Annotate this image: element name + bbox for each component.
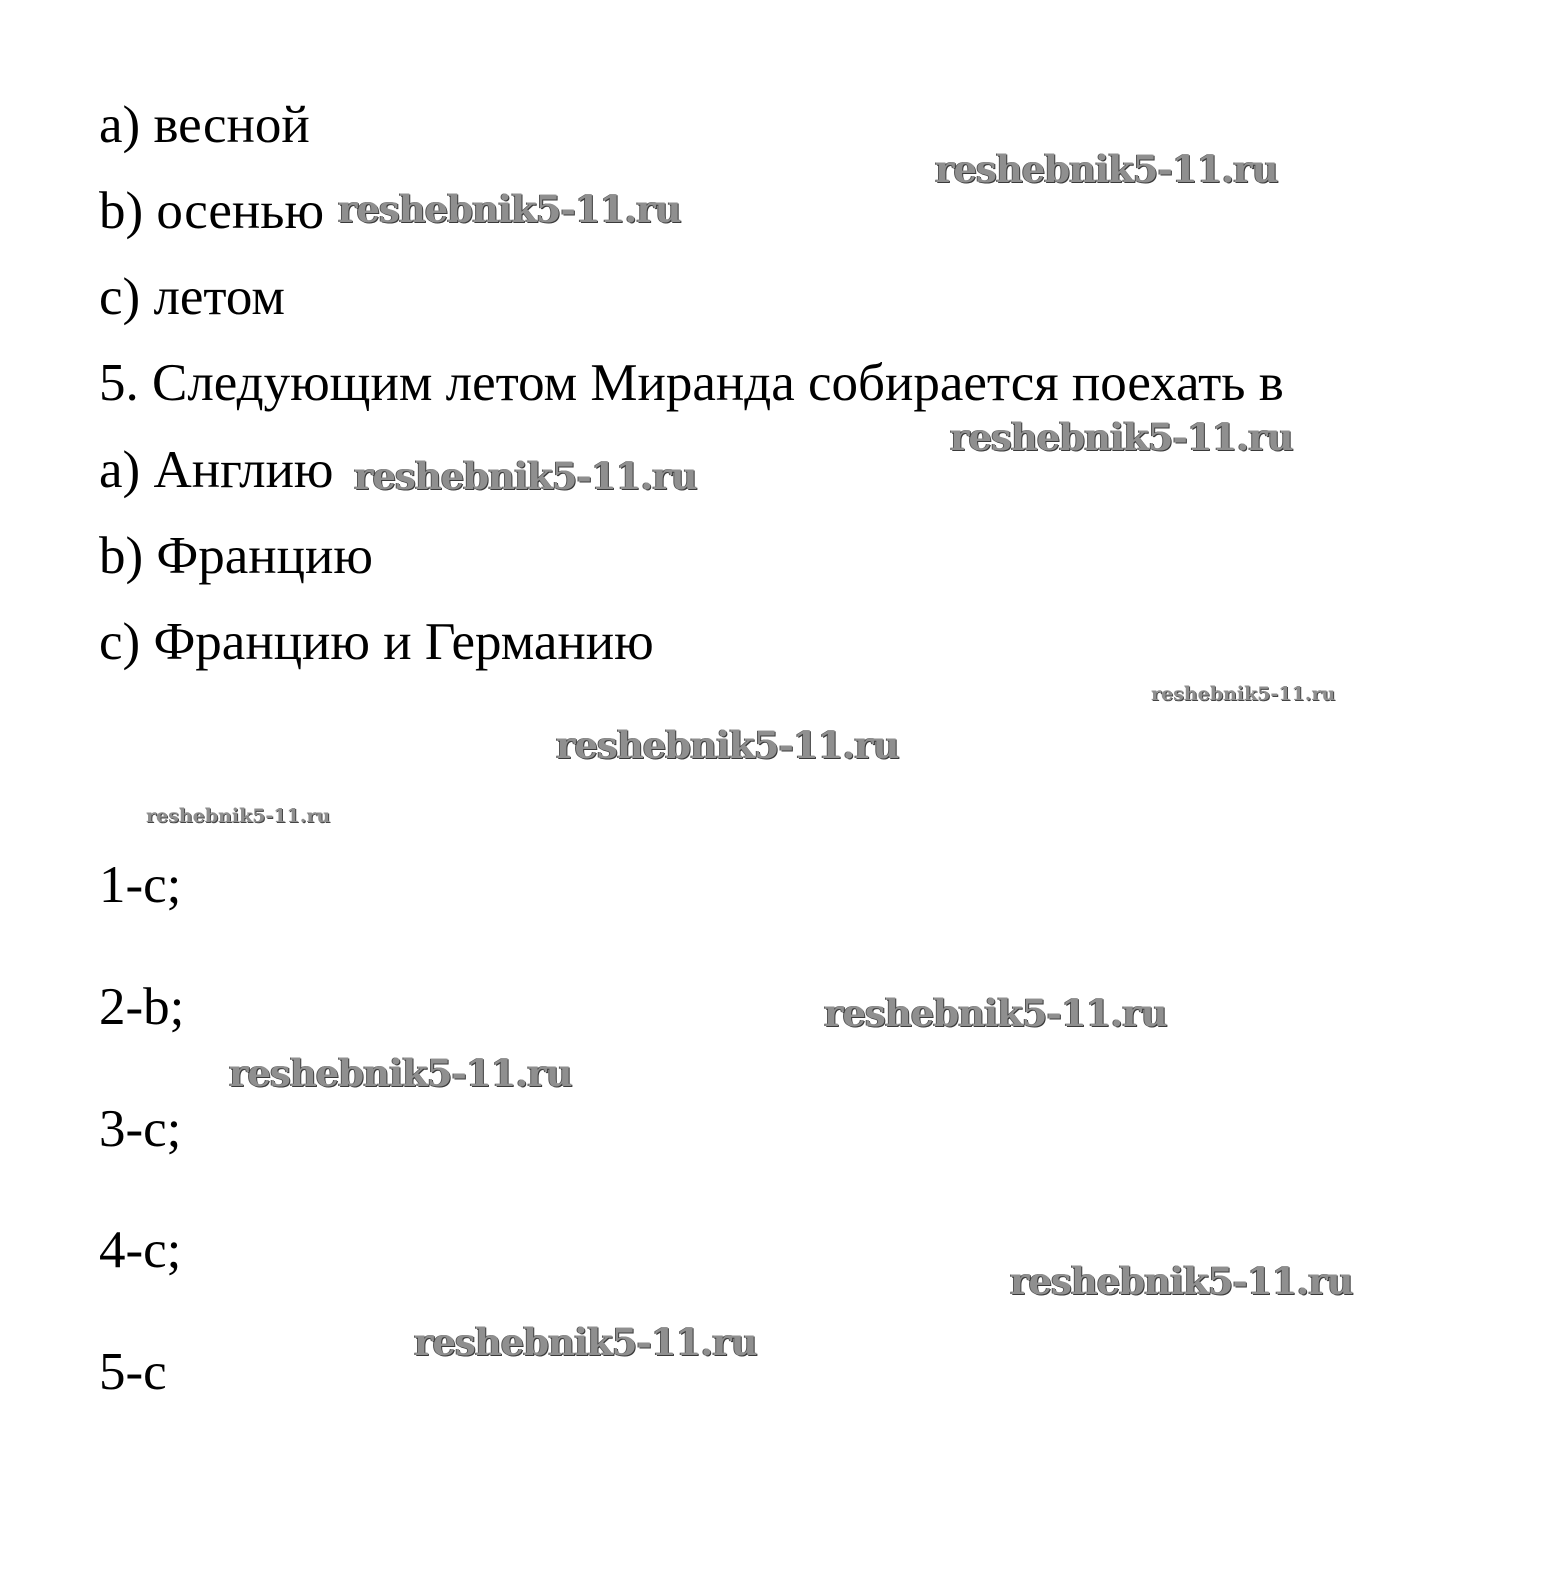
option-5a	[99, 440, 334, 500]
answer-4: 4-с;	[99, 1221, 182, 1279]
answer-3: 3-с;	[99, 1100, 182, 1158]
watermark: reshebnik5-11.ru	[556, 723, 899, 767]
watermark: reshebnik5-11.ru	[414, 1320, 757, 1364]
option-letter: c)	[99, 268, 141, 326]
question-5: 5. Следующим летом Миранда собирается поехать в	[99, 354, 1284, 412]
option-4c	[99, 267, 285, 327]
watermark: reshebnik5-11.ru	[229, 1051, 572, 1095]
option-text: летом	[153, 268, 285, 326]
option-text: осенью	[156, 182, 325, 240]
answer-1: 1-с;	[99, 856, 182, 914]
watermark: reshebnik5-11.ru	[1010, 1259, 1353, 1303]
option-letter: b)	[99, 182, 144, 240]
watermark: reshebnik5-11.ru	[950, 415, 1293, 459]
option-5b	[99, 526, 373, 586]
option-letter: b)	[99, 527, 144, 585]
option-letter: a)	[99, 441, 141, 499]
watermark: reshebnik5-11.ru	[338, 187, 681, 231]
watermark: reshebnik5-11.ru	[935, 147, 1278, 191]
option-letter: a)	[99, 96, 141, 154]
option-4a	[99, 95, 310, 155]
option-text: весной	[153, 96, 310, 154]
watermark: reshebnik5-11.ru	[824, 991, 1167, 1035]
option-5c	[99, 612, 654, 672]
option-text: Францию	[156, 527, 373, 585]
watermark: reshebnik5-11.ru	[1151, 683, 1336, 705]
option-letter: c)	[99, 613, 141, 671]
option-4b	[99, 181, 324, 241]
option-text: Англию	[153, 441, 334, 499]
answer-5: 5-с	[99, 1343, 167, 1401]
watermark: reshebnik5-11.ru	[354, 454, 697, 498]
option-text: Францию и Германию	[153, 613, 654, 671]
watermark: reshebnik5-11.ru	[146, 805, 331, 827]
answer-2: 2-b;	[99, 978, 185, 1036]
